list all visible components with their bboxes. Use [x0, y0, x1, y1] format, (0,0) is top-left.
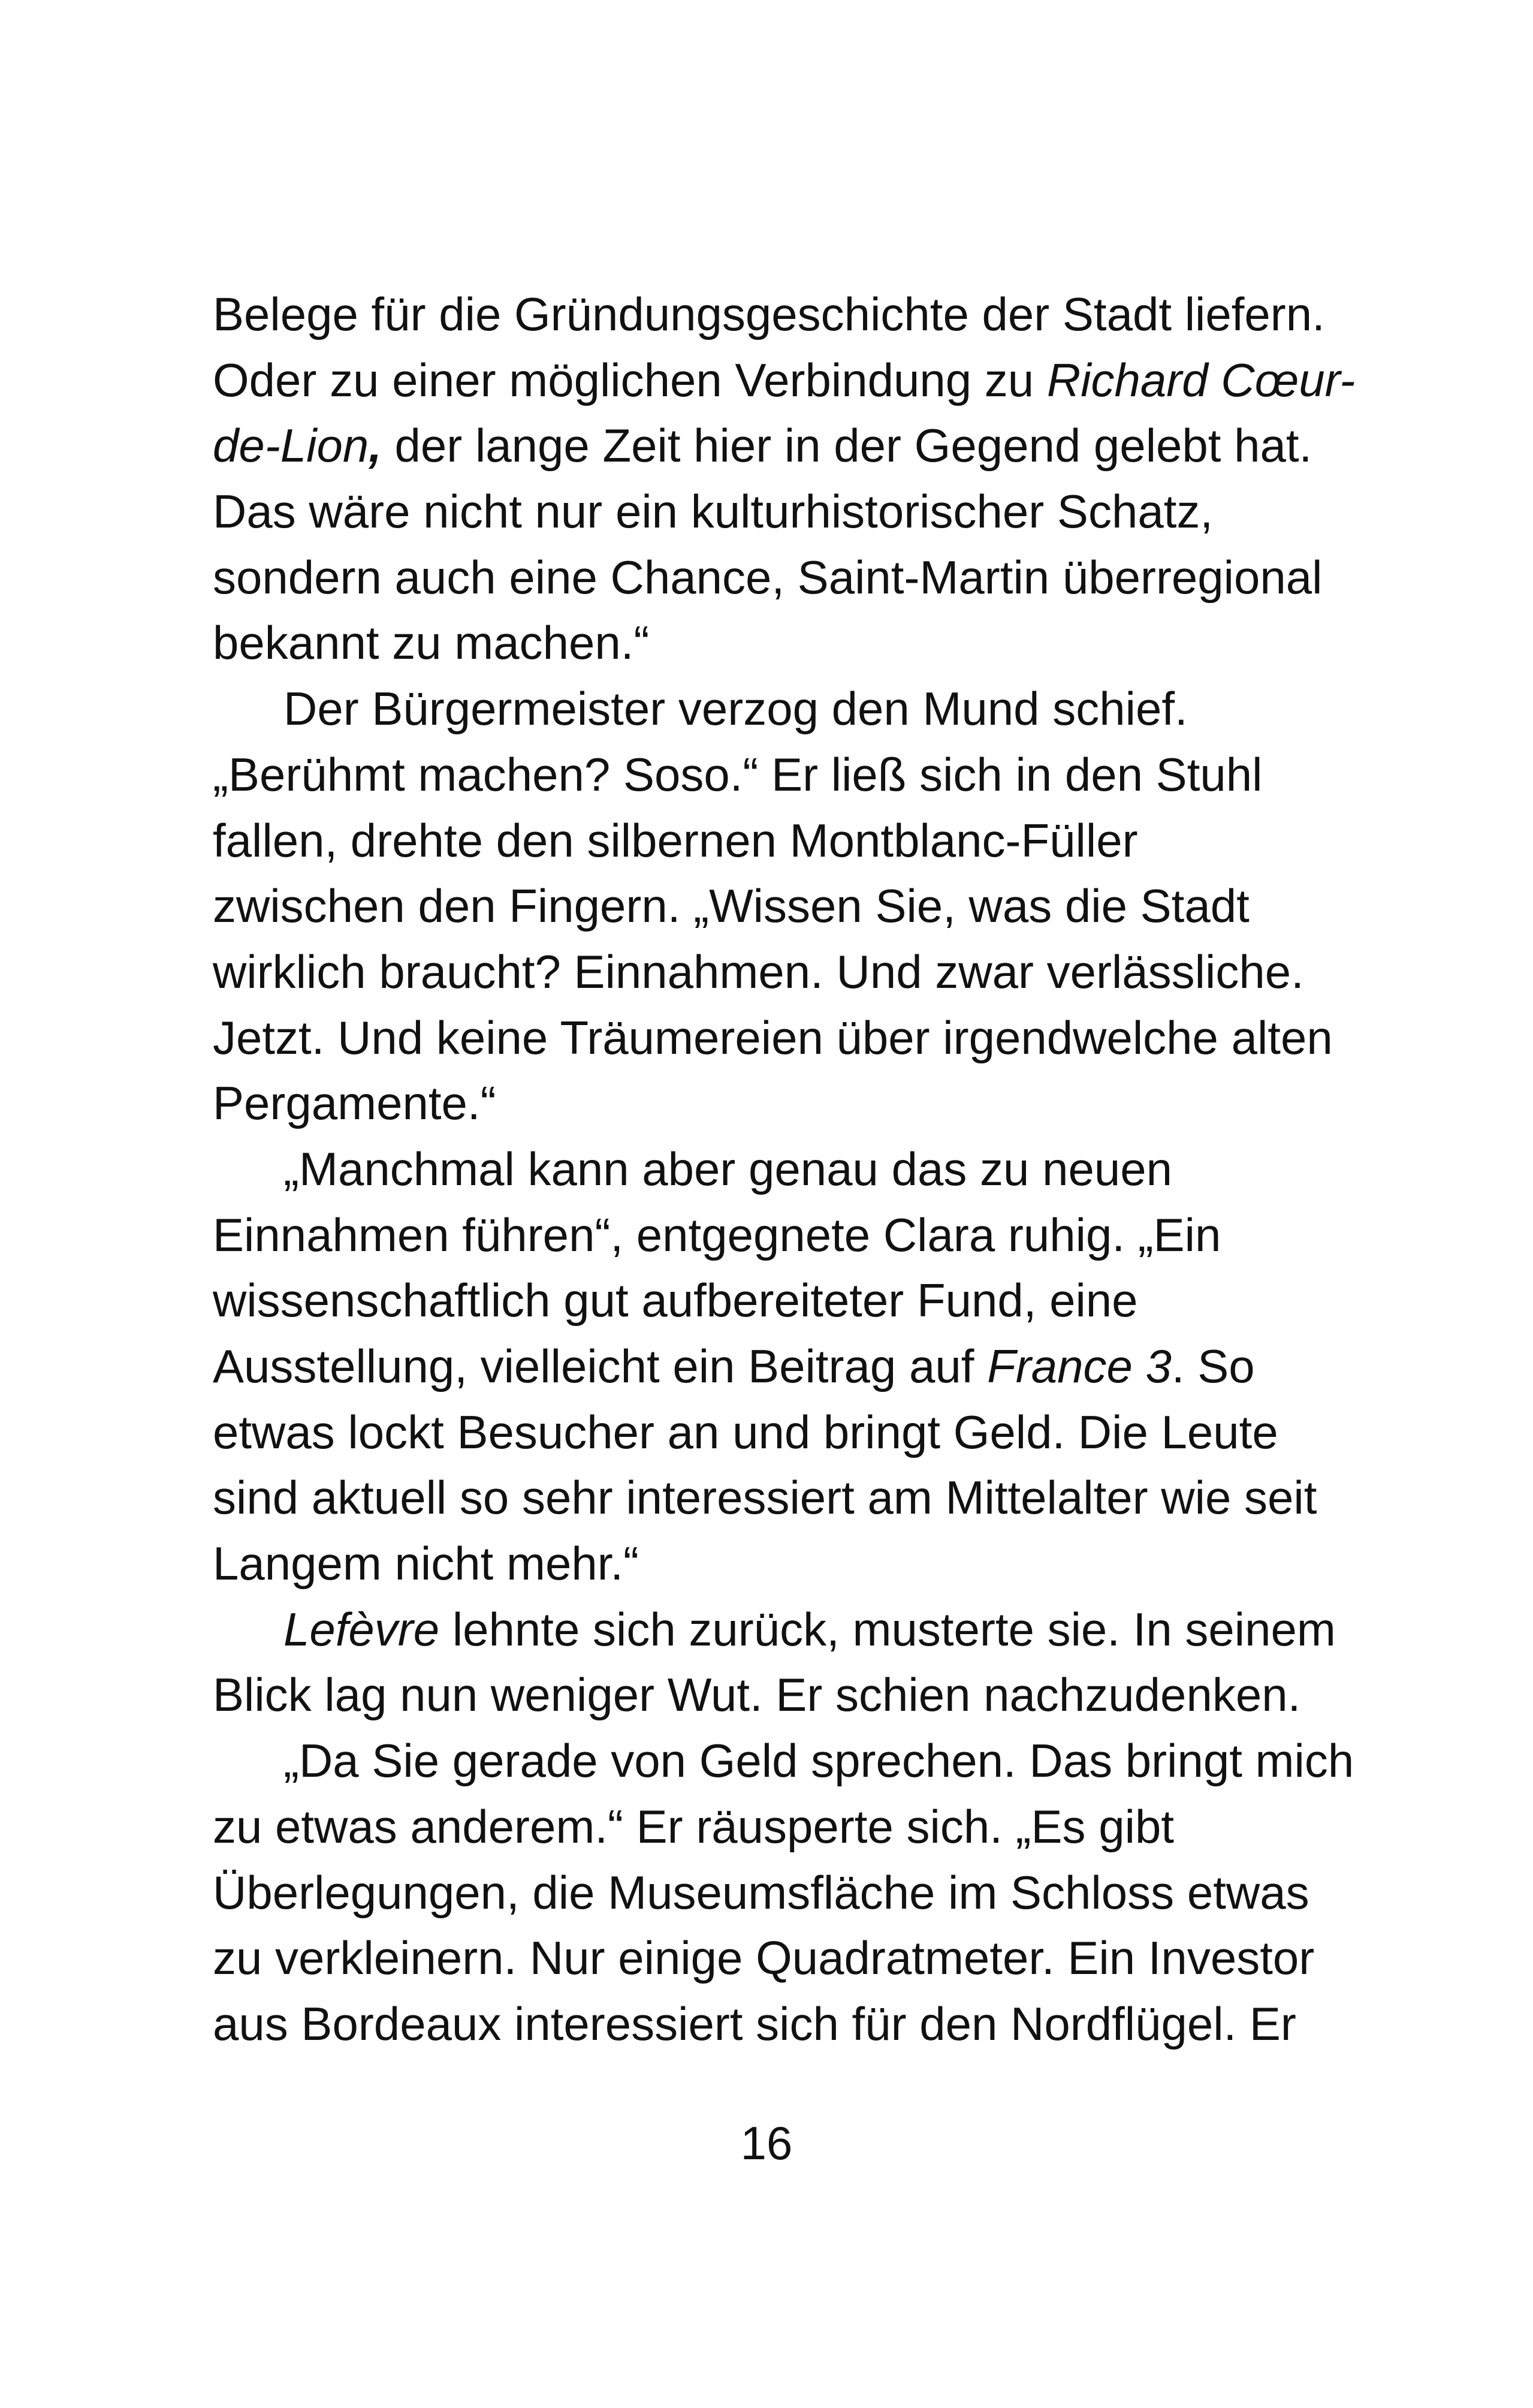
text-line: bekannt zu machen.“ — [213, 616, 650, 670]
text-line: wirklich braucht? Einnahmen. Und zwar verlässliche. — [213, 945, 1304, 998]
text-line: sondern auch eine Chance, Saint-Martin überregional — [213, 550, 1323, 604]
text-line: fallen, drehte den silbernen Montblanc-Füller — [213, 813, 1138, 867]
text-line: etwas lockt Besucher an und bringt Geld. Die Leute — [213, 1405, 1278, 1458]
text-line: zu verkleinern. Nur einige Quadratmeter. Ein Investor — [213, 1931, 1315, 1985]
body-text — [213, 282, 1356, 2057]
text-line: zwischen den Fingern. „Wissen Sie, was die Stadt — [213, 879, 1250, 933]
page-number: 16 — [740, 2117, 793, 2169]
text-line: sind aktuell so sehr interessiert am Mittelalter wie seit — [213, 1471, 1317, 1524]
text-line: Langem nicht mehr.“ — [213, 1537, 639, 1590]
italic-title: France 3 — [987, 1340, 1172, 1393]
italic-name: Richard Cœur- — [1046, 353, 1356, 406]
text-line: Überlegungen, die Museumsfläche im Schloss etwas — [213, 1865, 1309, 1919]
text-line: „Berühmt machen? Soso.“ Er ließ sich in den Stuhl — [213, 748, 1263, 801]
text-line: Jetzt. Und keine Träumereien über irgendwelche alten — [213, 1011, 1333, 1064]
text-line: Belege für die Gründungsgeschichte der Stadt liefern. — [213, 288, 1325, 340]
paragraph-start-line: Lefèvre lehnte sich zurück, musterte sie. In seinem — [283, 1602, 1336, 1656]
paragraph-start-line: „Da Sie gerade von Geld sprechen. Das bringt mich — [283, 1734, 1354, 1788]
text-line: zu etwas anderem.“ Er räusperte sich. „Es gibt — [213, 1800, 1174, 1853]
italic-name: Lefèvre — [283, 1602, 440, 1656]
text-line: de-Lion, der lange Zeit hier in der Gegend gelebt hat. — [213, 419, 1312, 472]
paragraph-start-line: Der Bürgermeister verzog den Mund schief. — [283, 682, 1188, 736]
text-line: Oder zu einer möglichen Verbindung zu Richard Cœur- — [213, 353, 1356, 406]
text-line: Das wäre nicht nur ein kulturhistorischer Schatz, — [213, 485, 1214, 538]
text-line: Pergamente.“ — [213, 1077, 496, 1130]
paragraph-start-line: „Manchmal kann aber genau das zu neuen — [283, 1142, 1172, 1195]
text-line: Blick lag nun weniger Wut. Er schien nachzudenken. — [213, 1668, 1301, 1722]
text-line: Einnahmen führen“, entgegnete Clara ruhig. „Ein — [213, 1208, 1221, 1261]
text-line: Ausstellung, vielleicht ein Beitrag auf France 3. So — [213, 1340, 1255, 1393]
italic-name: de-Lion — [213, 419, 369, 472]
text-line: aus Bordeaux interessiert sich für den Nordflügel. Er — [213, 1997, 1296, 2050]
text-line: wissenschaftlich gut aufbereiteter Fund, eine — [213, 1274, 1138, 1327]
